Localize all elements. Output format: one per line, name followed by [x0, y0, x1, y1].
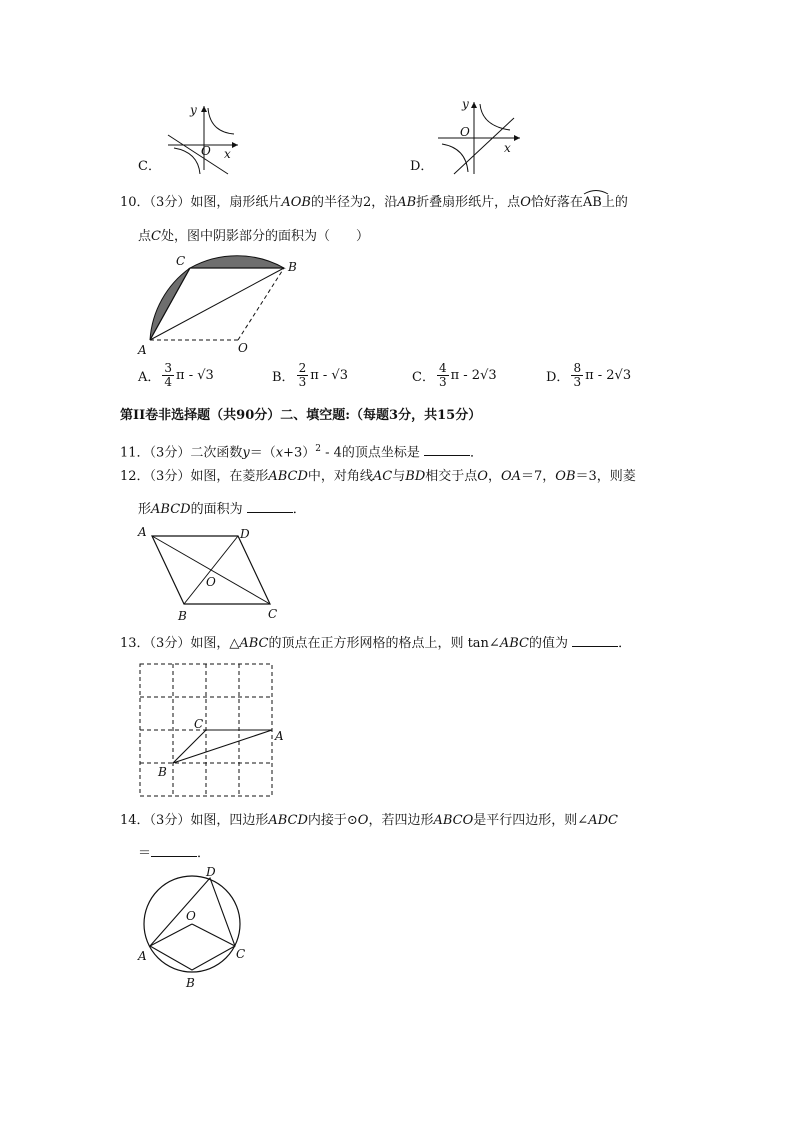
q11-prefix: 11．（3分）二次函数	[120, 445, 243, 461]
q13-stem	[120, 634, 631, 653]
q10-option-d-tail: π - 2√3	[585, 368, 632, 383]
q12-val2: ＝3，则菱	[575, 469, 636, 484]
q9-option-d	[410, 98, 530, 178]
q12-oa: OA	[500, 469, 521, 484]
q14-label-c: C	[236, 947, 246, 961]
q10-line2b: 处，图中阴影部分的面积为（ ）	[160, 229, 369, 244]
q12-prefix: 12．（3分）如图，在菱形	[120, 469, 269, 484]
q14-o: O	[357, 813, 369, 828]
q10-label-c: C	[176, 254, 186, 268]
q10-arc-ab: AB	[583, 194, 602, 212]
q11-exponent: 2	[315, 444, 321, 454]
q12-line2b: 的面积为	[190, 502, 243, 517]
q10-end1: 上的	[601, 195, 628, 210]
q12-stem-line1	[120, 468, 636, 486]
q10-option-a	[138, 362, 214, 389]
q13-label-b: B	[158, 765, 167, 779]
q10-option-d-label: D．	[546, 370, 570, 385]
q12-line2a: 形	[138, 502, 152, 517]
q14-label-b: B	[186, 976, 195, 990]
q14-adc: ADC	[588, 813, 618, 828]
q14-end: ．	[197, 846, 211, 861]
q14-prefix: 14．（3分）如图，四边形	[120, 813, 269, 828]
q12-label-b: B	[178, 609, 187, 622]
q10-option-c-tail: π - 2√3	[450, 368, 497, 383]
q12-label-a: A	[138, 525, 147, 539]
q12-end: ．	[292, 502, 306, 517]
q11-answer-blank	[424, 443, 470, 456]
q11-y: y	[242, 445, 250, 461]
q10-line2a: 点	[138, 229, 152, 244]
q13-abc2: ABC	[499, 636, 529, 651]
q10-option-a-label: A．	[138, 370, 161, 385]
q12-stem-line2	[138, 500, 306, 519]
arc-mark-icon	[583, 189, 609, 195]
q10-option-b-tail: π - √3	[310, 368, 348, 383]
q9c-y-label: y	[190, 103, 197, 117]
q10-stem-line2	[138, 228, 369, 246]
q11-stem	[120, 440, 483, 462]
q12-ac: AC	[372, 469, 393, 484]
q14-abco: ABCO	[433, 813, 474, 828]
q9c-x-label: x	[224, 147, 231, 161]
q14-figure	[132, 862, 272, 992]
q10-figure	[136, 252, 316, 362]
q10-option-b-frac: $\frac{2}{3}$	[298, 361, 307, 389]
q13-label-c: C	[194, 717, 204, 731]
q10-prefix: 10．（3分）如图，扇形纸片	[120, 195, 282, 210]
q12-ob: OB	[555, 469, 576, 484]
q9-option-d-label: D．	[410, 159, 434, 174]
q9d-y-label: y	[462, 98, 469, 111]
q14-stem-line1	[120, 812, 618, 830]
q12-label-c: C	[268, 607, 278, 621]
q10-option-c-label: C．	[412, 370, 435, 385]
q10-shaded-top	[190, 256, 284, 268]
q11-tail: - 4的顶点坐标是	[320, 445, 420, 461]
q12-mid4: ，	[487, 469, 501, 484]
q12-mid2: 与	[392, 469, 406, 484]
q14-label-d: D	[206, 865, 216, 879]
q12-figure	[134, 522, 294, 622]
q10-option-a-frac: $\frac{3}{4}$	[164, 361, 173, 389]
q10-label-a: A	[138, 343, 147, 357]
q10-mid2: 折叠扇形纸片，点	[416, 195, 521, 210]
q14-abcd: ABCD	[268, 813, 308, 828]
q14-label-a: A	[138, 949, 147, 963]
q13-label-a: A	[275, 729, 284, 743]
q10-option-b	[272, 362, 348, 389]
section-2-title: 第II卷非选择题（共90分）二、填空题:（每题3分，共15分）	[120, 408, 482, 423]
q12-label-d: D	[240, 527, 250, 541]
q13-figure	[134, 660, 294, 800]
q12-answer-blank	[247, 500, 293, 513]
q12-abcd2: ABCD	[151, 502, 191, 517]
q10-mid3: 恰好落在	[530, 195, 583, 210]
q14-mid2: ，若四边形	[368, 813, 434, 828]
q10-c: C	[151, 229, 161, 244]
q9c-o-label: O	[201, 144, 211, 158]
q9-option-c	[138, 98, 248, 178]
q10-o: O	[520, 195, 531, 210]
q10-label-o: O	[238, 341, 248, 355]
q11-rest: +3）	[283, 445, 316, 461]
q10-option-d	[546, 362, 631, 389]
q14-line2: ＝	[138, 846, 152, 861]
q11-eq: ＝（	[249, 445, 276, 461]
q13-tail: 的值为	[528, 636, 568, 651]
q14-label-o: O	[186, 909, 196, 923]
q13-abc: ABC	[239, 636, 269, 651]
q13-prefix: 13．（3分）如图，△	[120, 636, 240, 651]
q10-ab: AB	[397, 195, 417, 210]
q10-stem-line1	[120, 194, 628, 212]
q10-mid1: 的半径为2，沿	[310, 195, 398, 210]
q14-stem-line2	[138, 844, 210, 863]
q9-option-d-graph	[410, 98, 530, 178]
q13-mid: 的顶点在正方形网格的格点上，则 tan∠	[268, 636, 500, 651]
q13-answer-blank	[572, 634, 618, 647]
q9-option-c-graph	[138, 98, 248, 178]
q12-abcd: ABCD	[268, 469, 308, 484]
q10-aob: AOB	[281, 195, 311, 210]
q10-option-d-frac: $\frac{8}{3}$	[573, 361, 582, 389]
q11-x: x	[275, 445, 284, 461]
q10-option-a-tail: π - √3	[176, 368, 214, 383]
q12-mid1: 中，对角线	[307, 469, 373, 484]
q14-mid1: 内接于⊙	[307, 813, 358, 828]
q10-label-b: B	[288, 260, 297, 274]
q12-val1: ＝7，	[521, 469, 556, 484]
q14-answer-blank	[151, 844, 197, 857]
q14-mid3: 是平行四边形，则∠	[473, 813, 589, 828]
q9-option-c-label: C．	[138, 159, 161, 174]
q10-option-c-frac: $\frac{4}{3}$	[438, 361, 447, 389]
q10-option-c	[412, 362, 497, 389]
q9d-x-label: x	[504, 141, 511, 155]
q13-end: ．	[618, 636, 632, 651]
q11-end: ．	[470, 445, 484, 461]
q9d-o-label: O	[460, 125, 470, 139]
q12-bd: BD	[405, 469, 426, 484]
q12-o: O	[477, 469, 488, 484]
q12-mid3: 相交于点	[425, 469, 478, 484]
q10-option-b-label: B．	[272, 370, 295, 385]
q12-label-o: O	[206, 575, 216, 589]
